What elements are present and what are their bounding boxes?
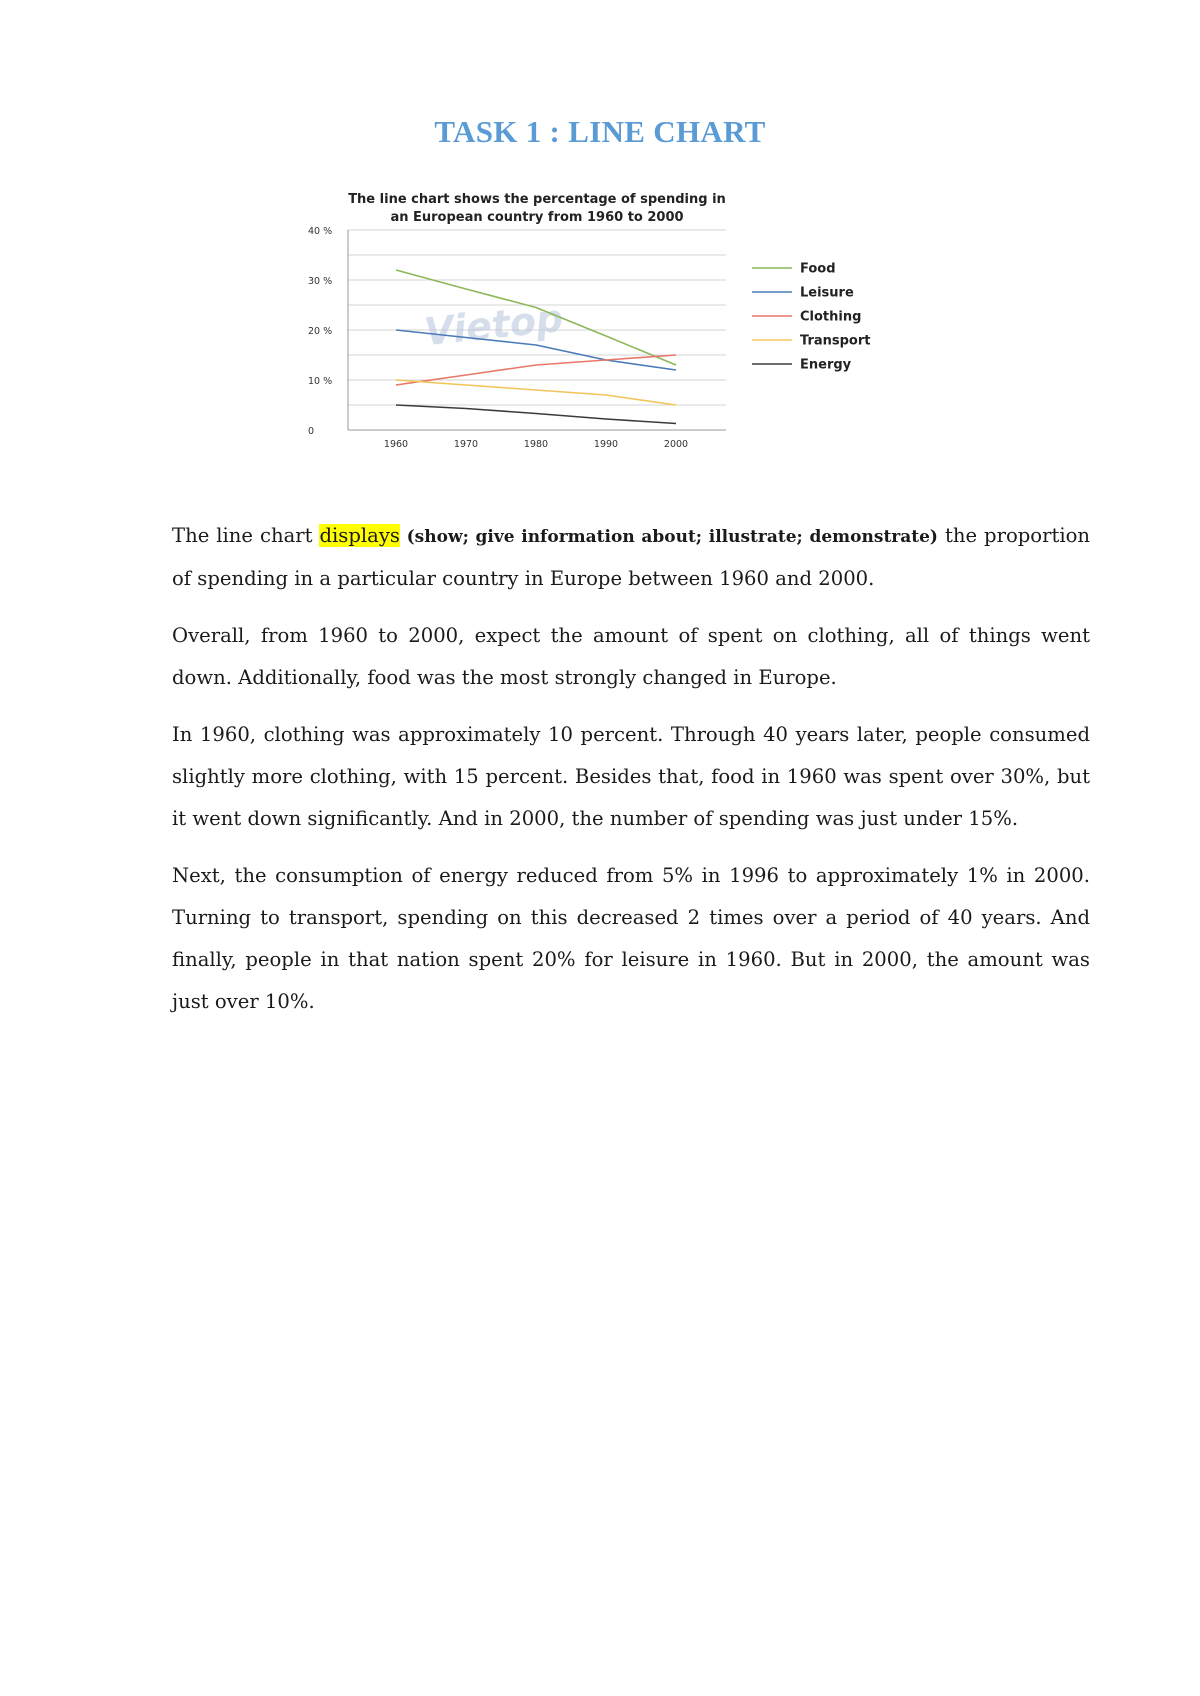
x-tick-label: 1980 [523, 439, 549, 450]
synonyms-note: (show; give information about; illustrate; demonstrate) [399, 527, 938, 547]
y-tick-label: 20 % [308, 326, 333, 337]
legend-label-clothing: Clothing [800, 309, 862, 325]
paragraph-detail-1: In 1960, clothing was approximately 10 percent. Through 40 years later, people consumed slightly more clothing, with 15 percent. Besides that, food in 1960 was spent over 30%, but it went down significantly. And in 2000, the number of spending was just under 15%. [172, 723, 1090, 830]
highlighted-word: displays [319, 524, 400, 547]
x-tick-label: 1990 [593, 439, 619, 450]
x-tick-label: 2000 [663, 439, 689, 450]
x-tick-label: 1970 [453, 439, 479, 450]
intro-text-start: The line chart [172, 524, 320, 547]
y-tick-label: 10 % [308, 376, 333, 387]
chart-title-line: an European country from 1960 to 2000 [390, 210, 684, 225]
y-tick-label: 30 % [308, 276, 333, 287]
paragraph-overview: Overall, from 1960 to 2000, expect the amount of spent on clothing, all of things went down. Additionally, food was the most strongly changed in Europe. [172, 624, 1090, 689]
line-chart [300, 188, 960, 488]
series-line-energy [396, 405, 676, 424]
legend-label-leisure: Leisure [800, 285, 854, 301]
intro-text-end: the proportion of spending in a particular country in Europe between 1960 and 2000. [172, 524, 1090, 590]
watermark-logo: Vietop [422, 295, 566, 355]
page-title: TASK 1 : LINE CHART [434, 114, 766, 149]
legend-label-energy: Energy [800, 357, 852, 373]
chart-title-line: The line chart shows the percentage of spending in [348, 192, 726, 207]
legend-label-food: Food [800, 261, 836, 277]
essay-body [172, 515, 1090, 1038]
y-tick-label: 0 [308, 426, 315, 437]
paragraph-detail-2: Next, the consumption of energy reduced from 5% in 1996 to approximately 1% in 2000. Turning to transport, spending on this decreased 2 times over a period of 40 years. And finally, people in that nation spent 20% for leisure in 1960. But in 2000, the amount was just over 10%. [172, 864, 1090, 1013]
legend-label-transport: Transport [800, 333, 871, 349]
paragraph-intro [172, 515, 1090, 600]
x-tick-label: 1960 [383, 439, 409, 450]
y-tick-label: 40 % [308, 226, 333, 237]
series-line-transport [396, 380, 676, 405]
